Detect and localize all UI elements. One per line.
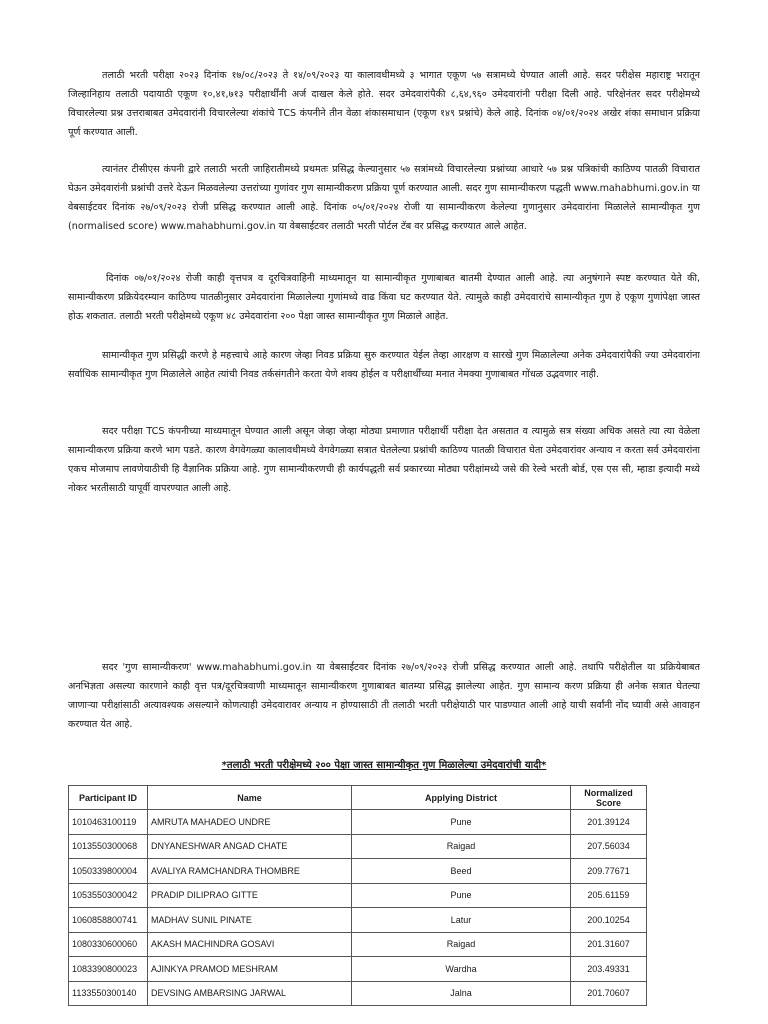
header-name: Name (148, 786, 352, 810)
table-row (69, 932, 647, 957)
cell-name: AMRUTA MAHADEO UNDRE (148, 810, 352, 835)
cell-participant-id: 1050339800004 (69, 859, 148, 884)
cell-score: 201.39124 (571, 810, 647, 835)
cell-participant-id: 1013550300068 (69, 834, 148, 859)
paragraph-exam-overview: तलाठी भरती परीक्षा २०२३ दिनांक १७/०८/२०२३ ते १४/०९/२०२३ या कालावधीमध्ये ३ भागात एकूण ५७ सत्रामध्ये घेण्यात आली आहे. सदर परीक्षेस महाराष्ट्र भरातून जिल्हानिहाय तलाठी पदायाठी एकूण १०,४१,७१३ परीक्षार्थींनी अर्ज दाखल केले होते. सदर उमेदवारांपैकी ८,६४,९६० उमेदवारांनी परीक्षा दिली आहे. परिक्षेनंतर सदर परीक्षेमध्ये विचारलेल्या प्रश्न उत्तराबाबत उमेदवारांनी विचारलेल्या शंकांचे TCS कंपनीने तीन वेळा शंकासमाधान (एकूण १४९ प्रश्नांचे) केले आहे. दिनांक ०४/०१/२०२४ अखेर शंका समाधान प्रक्रिया पूर्ण करण्यात आली. (68, 70, 700, 138)
cell-district: Raigad (352, 834, 571, 859)
cell-district: Jalna (352, 981, 571, 1006)
cell-score: 205.61159 (571, 883, 647, 908)
cell-district: Beed (352, 859, 571, 884)
candidate-score-table (68, 785, 647, 1006)
header-applying-district: Applying District (352, 786, 571, 810)
table-row (69, 834, 647, 859)
table-row (69, 957, 647, 982)
cell-district: Pune (352, 810, 571, 835)
cell-name: AVALIYA RAMCHANDRA THOMBRE (148, 859, 352, 884)
cell-name: DNYANESHWAR ANGAD CHATE (148, 834, 352, 859)
table-row (69, 981, 647, 1006)
table-row (69, 859, 647, 884)
table-header-row (69, 786, 647, 810)
cell-name: MADHAV SUNIL PINATE (148, 908, 352, 933)
paragraph-publication-importance: सामान्यीकृत गुण प्रसिद्धी करणे हे महत्त्वाचे आहे कारण जेव्हा निवड प्रक्रिया सुरु करण्यात येईल तेव्हा आरक्षण व सारखे गुण मिळालेल्या अनेक उमेदवारांपैकी ज्या उमेदवारांना सर्वाधिक सामान्यीकृत गुण मिळालेले आहेत त्यांची निवड तर्कसंगतीने करता येणे शक्य होईल व परीक्षार्थींच्या मनात नेमक्या गुणाबाबत गोंधळ उद्भवणार नाही. (68, 350, 700, 380)
header-normalized-score: Normalized Score (571, 786, 647, 810)
paragraph-news-clarification: दिनांक ०७/०१/२०२४ रोजी काही वृत्तपत्र व दूरचित्रवाहिनी माध्यमातून या सामान्यीकृत गुणाबाबत बातमी देण्यात आली आहे. त्या अनुषंगाने स्पष्ट करण्यात येते की, सामान्यीकरण प्रक्रियेदरम्यान काठिण्य पातळीनुसार उमेदवारांना मिळालेल्या गुणांमध्ये वाढ किंवा घट करण्यात येते. त्यामुळे काही उमेदवारांचे सामान्यीकृत गुण हे एकूण गुणांपेक्षा जास्त होऊ शकतात. तलाठी भरती परीक्षेमध्ये एकूण ४८ उमेदवारांना २०० पेक्षा जास्त सामान्यीकृत गुण मिळाले आहेत. (68, 273, 700, 322)
cell-name: AJINKYA PRAMOD MESHRAM (148, 957, 352, 982)
cell-participant-id: 1053550300042 (69, 883, 148, 908)
table-row (69, 883, 647, 908)
cell-name: PRADIP DILIPRAO GITTE (148, 883, 352, 908)
paragraph-tcs-method: सदर परीक्षा TCS कंपनीच्या माध्यमातून घेण्यात आली असून जेव्हा जेव्हा मोठ्या प्रमाणात परीक्षार्थी परीक्षा देत असतात व त्यामुळे सत्र संख्या अधिक असते त्या त्या वेळेला सामान्यीकरण प्रक्रिया करणे भाग पडते. कारण वेगवेगळ्या कालावधीमध्ये वेगवेगळ्या सत्रात घेतलेल्या प्रश्नांची काठिण्य पातळी विचारात घेता उमेदवारांवर अन्याय न करता सर्व उमेदवारांना एकच मोजमाप लावणेयाठीची हि वैज्ञानिक प्रक्रिया आहे. गुण सामान्यीकरणची ही कार्यपद्धती सर्व प्रकारच्या मोठ्या परीक्षांमध्ये जसे की रेल्वे भरती बोर्ड, एस एस सी, म्हाडा इत्यादी मध्ये नोकर भरतीसाठी यापूर्वी वापरण्यात आली आहे. (68, 426, 700, 494)
cell-name: AKASH MACHINDRA GOSAVI (148, 932, 352, 957)
cell-participant-id: 1010463100119 (69, 810, 148, 835)
cell-score: 201.70607 (571, 981, 647, 1006)
cell-participant-id: 1083390800023 (69, 957, 148, 982)
cell-participant-id: 1133550300140 (69, 981, 148, 1006)
paragraph-normalization-process: त्यानंतर टीसीएस कंपनी द्वारे तलाठी भरती जाहिरातीमध्ये प्रथमतः प्रसिद्ध केल्यानुसार ५७ सत्रांमध्ये विचारलेल्या प्रश्नांच्या आधारे ५७ प्रश्न पत्रिकांची काठिण्य पातळी विचारात घेऊन उमेदवारांनी प्रश्नांची उत्तरे देऊन मिळवलेल्या उत्तरांच्या गुणांवर गुण सामान्यीकरण प्रक्रिया पूर्ण करण्यात आली. सदर गुण सामान्यीकरण पद्धती www.mahabhumi.gov.in या वेबसाईटवर दिनांक २७/०९/२०२३ रोजी प्रसिद्ध करण्यात आली आहे. दिनांक ०५/०१/२०२४ रोजी या सामान्यीकरण केलेल्या गुणानुसार उमेदवारांना मिळालेले सामान्यीकृत गुण (normalised score) www.mahabhumi.gov.in या वेबसाईटवर तलाठी भरती पोर्टल टॅब वर प्रसिद्ध करण्यात आले आहेत. (68, 164, 700, 232)
cell-district: Raigad (352, 932, 571, 957)
table-row (69, 908, 647, 933)
cell-district: Latur (352, 908, 571, 933)
table-title: *तलाठी भरती परीक्षेमध्ये २०० पेक्षा जास्त सामान्यीकृत गुण मिळालेल्या उमेदवारांची यादी* (221, 760, 547, 771)
cell-participant-id: 1080330600060 (69, 932, 148, 957)
cell-score: 200.10254 (571, 908, 647, 933)
paragraph-appeal: सदर 'गुण सामान्यीकरण' www.mahabhumi.gov.in या वेबसाईटवर दिनांक २७/०९/२०२३ रोजी प्रसिद्ध करण्यात आली आहे. तथापि परीक्षेतील या प्रक्रियेबाबत अनभिज्ञता असल्या कारणाने काही वृत्त पत्र/दूरचित्रवाणी माध्यमातून सामान्यीकरण गुणाबाबत बातम्या प्रसिद्ध झालेल्या आहेत. गुण सामान्य करण प्रक्रिया ही अनेक सत्रात घेतल्या जाणाऱ्या परीक्षांसाठी अत्यावश्यक असल्याने कोणत्याही उमेदवारावर अन्याय न होण्यासाठी ती तलाठी भरती परीक्षेयाठी पार पाडण्यात आली आहे याची सर्वांनी नोंद घ्यावी असे आवाहन करण्यात येत आहे. (68, 662, 700, 730)
cell-name: DEVSING AMBARSING JARWAL (148, 981, 352, 1006)
cell-district: Pune (352, 883, 571, 908)
cell-district: Wardha (352, 957, 571, 982)
cell-score: 207.56034 (571, 834, 647, 859)
table-row (69, 810, 647, 835)
cell-score: 201.31607 (571, 932, 647, 957)
cell-score: 209.77671 (571, 859, 647, 884)
header-participant-id: Participant ID (69, 786, 148, 810)
cell-participant-id: 1060858800741 (69, 908, 148, 933)
cell-score: 203.49331 (571, 957, 647, 982)
